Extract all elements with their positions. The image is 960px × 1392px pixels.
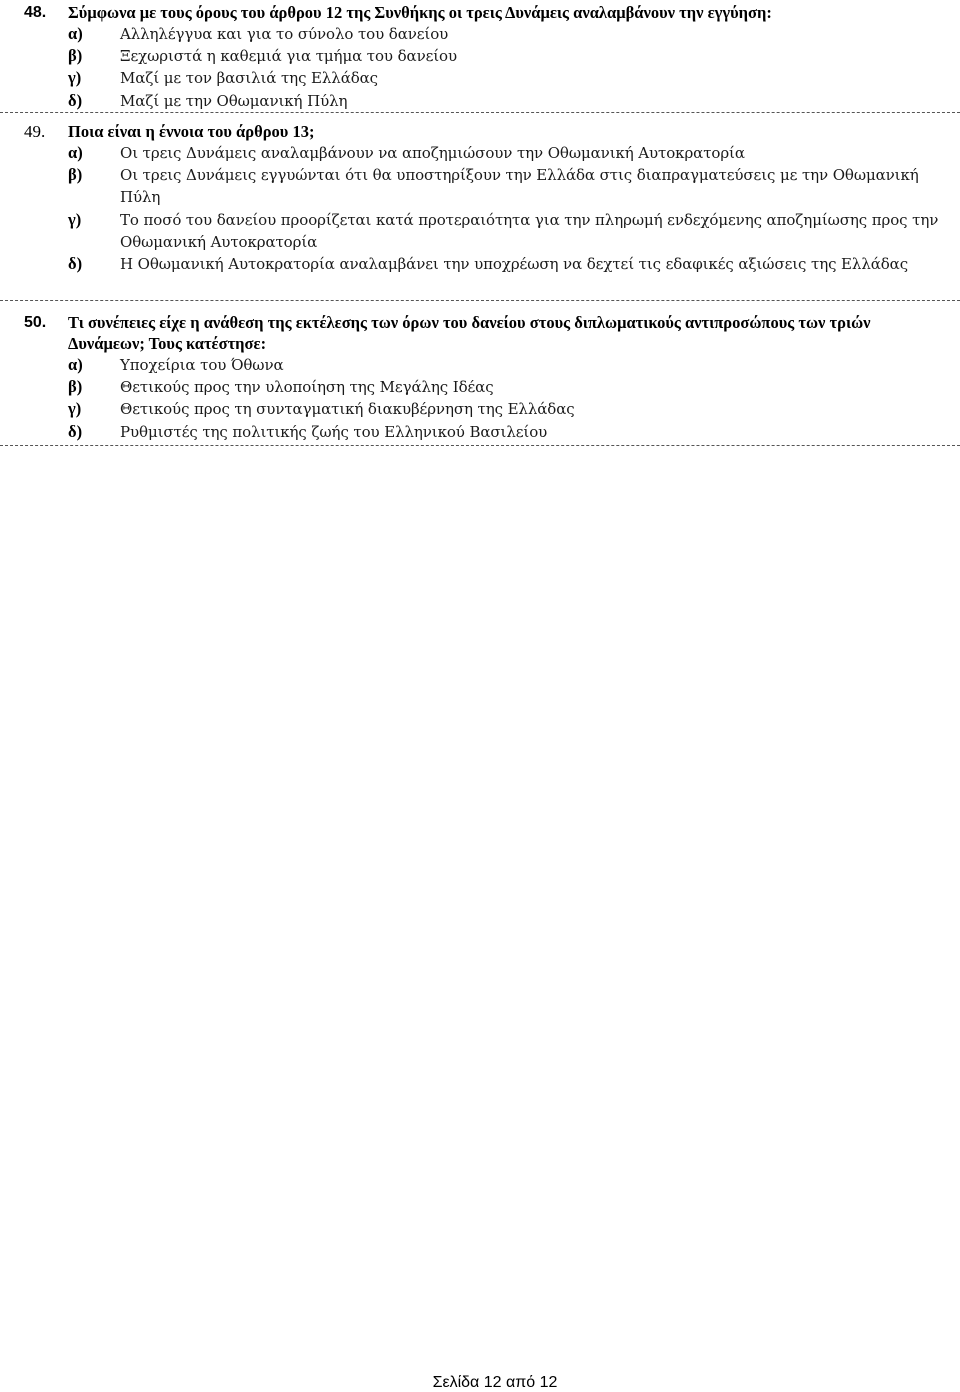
answer-option-b — [0, 164, 960, 208]
option-text: Οι τρεις Δυνάμεις αναλαμβάνουν να αποζημιώσουν την Οθωμανική Αυτοκρατορία — [120, 144, 745, 162]
answer-option-c — [0, 209, 960, 253]
option-letter: β) — [68, 165, 83, 185]
answer-option-d — [0, 421, 960, 443]
answer-option-a — [0, 23, 960, 45]
option-letter: δ) — [68, 421, 83, 441]
option-text: Θετικούς προς την υλοποίηση της Μεγάλης Ιδέας — [120, 378, 494, 397]
question-number: 49. — [24, 122, 46, 141]
option-letter: β) — [68, 46, 83, 66]
answer-option-b — [0, 376, 960, 398]
option-text: Το ποσό του δανείου προορίζεται κατά προτεραιότητα για την πληρωμή ενδεχόμενης αποζημίωσης προς την Οθωμανική Αυτοκρατορία — [120, 210, 939, 251]
answer-option-c — [0, 67, 960, 89]
option-text: Ρυθμιστές της πολιτικής ζωής του Ελληνικού Βασιλείου — [120, 422, 548, 441]
option-text: Αλληλέγγυα και για το σύνολο του δανείου — [120, 25, 449, 43]
option-text: Υποχείρια του Όθωνα — [120, 356, 284, 374]
answer-option-d — [0, 90, 960, 112]
page-footer — [0, 1374, 960, 1392]
option-letter: α) — [68, 24, 83, 43]
question-49 — [0, 121, 960, 275]
option-letter: δ) — [68, 90, 83, 110]
page-number: Σελίδα 12 από 12 — [432, 1374, 558, 1391]
question-header — [0, 2, 960, 23]
question-text: Τι συνέπειες είχε η ανάθεση της εκτέλεσης των όρων του δανείου στους διπλωματικούς αντιπροσώπους των τριών Δυνάμεων; Τους κατέστησε: — [68, 313, 871, 353]
answer-option-c — [0, 398, 960, 420]
answer-option-d — [0, 253, 960, 275]
option-letter: γ) — [68, 209, 82, 229]
option-text: Οι τρεις Δυνάμεις εγγυώνται ότι θα υποστηρίξουν την Ελλάδα στις διαπραγματεύσεις με την Οθωμανική Πύλη — [120, 166, 919, 207]
dashed-separator — [0, 300, 960, 301]
answer-option-a — [0, 354, 960, 376]
option-letter: α) — [68, 355, 83, 374]
question-48 — [0, 2, 960, 112]
option-letter: γ) — [68, 399, 82, 419]
answer-option-b — [0, 45, 960, 67]
option-text: Θετικούς προς τη συνταγματική διακυβέρνηση της Ελλάδας — [120, 400, 575, 419]
question-text: Σύμφωνα με τους όρους του άρθρου 12 της Συνθήκης οι τρεις Δυνάμεις αναλαμβάνουν την εγγύηση: — [68, 3, 772, 22]
answer-option-a — [0, 142, 960, 164]
dashed-separator — [0, 445, 960, 446]
option-text: Μαζί με τον βασιλιά της Ελλάδας — [120, 69, 378, 88]
option-letter: β) — [68, 377, 83, 397]
option-letter: γ) — [68, 68, 82, 88]
option-text: Ξεχωριστά η καθεμιά για τμήμα του δανείου — [120, 47, 457, 66]
question-header — [0, 312, 960, 354]
question-text: Ποια είναι η έννοια του άρθρου 13; — [68, 122, 315, 141]
option-text: Μαζί με την Οθωμανική Πύλη — [120, 91, 348, 110]
question-number: 48. — [24, 4, 47, 21]
option-text: Η Οθωμανική Αυτοκρατορία αναλαμβάνει την υποχρέωση να δεχτεί τις εδαφικές αξιώσεις της Ελλάδας — [120, 255, 909, 274]
option-letter: δ) — [68, 254, 83, 274]
dashed-separator — [0, 112, 960, 113]
question-header — [0, 121, 960, 142]
question-number: 50. — [24, 314, 47, 331]
option-letter: α) — [68, 143, 83, 162]
question-50 — [0, 312, 960, 443]
